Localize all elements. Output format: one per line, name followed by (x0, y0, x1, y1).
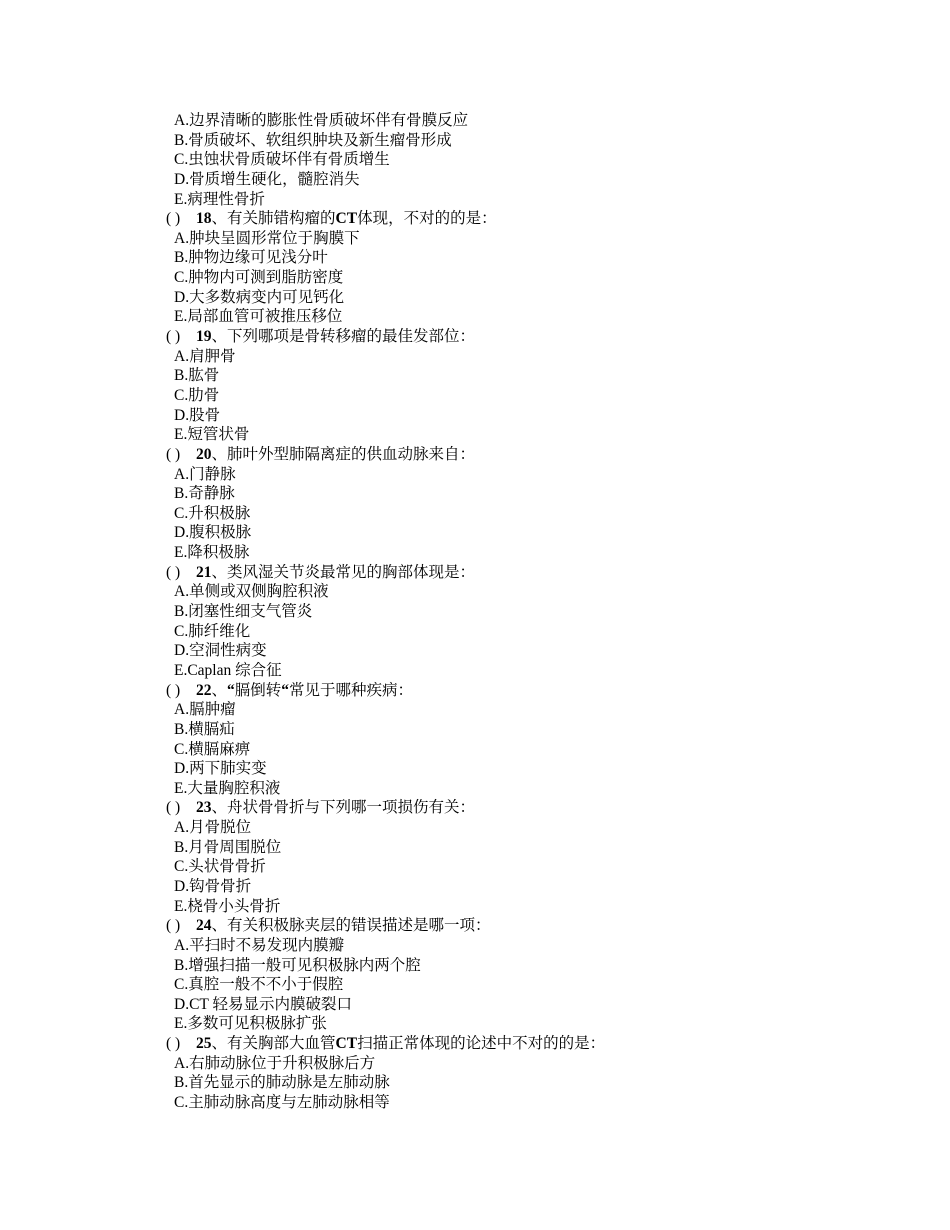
answer-option: A.边界清晰的膨胀性骨质破坏伴有骨膜反应 (174, 112, 469, 129)
answer-option: E.多数可见积极脉扩张 (174, 1015, 327, 1033)
answer-blank: ( ) (166, 563, 181, 581)
answer-option: D.CT 轻易显示内膜破裂口 (174, 995, 352, 1013)
question-stem (166, 681, 886, 701)
answer-blank: ( ) (166, 1035, 181, 1053)
answer-option: C.真腔一般不不小于假腔 (174, 976, 344, 994)
answer-option: C.横膈麻痹 (174, 740, 251, 758)
answer-option: E.病理性骨折 (174, 190, 265, 208)
answer-blank: ( ) (166, 328, 181, 346)
question-text: 、下列哪项是骨转移瘤的最佳发部位： (211, 328, 476, 346)
answer-option: B.肱骨 (174, 367, 220, 385)
question-number: 22 (196, 681, 212, 699)
answer-option: B.闭塞性细支气管炎 (174, 603, 313, 621)
answer-option: D.大多数病变内可见钙化 (174, 288, 345, 306)
answer-blank: ( ) (166, 917, 181, 935)
question-number: 25 (196, 1035, 212, 1053)
question-text: “ (227, 681, 235, 699)
answer-option: E.Caplan 综合征 (174, 661, 282, 679)
question-stem (166, 1034, 886, 1054)
answer-option: B.肿物边缘可见浅分叶 (174, 249, 328, 267)
question-number: 20 (196, 445, 212, 463)
answer-option: A.月骨脱位 (174, 819, 252, 837)
answer-option: D.空洞性病变 (174, 642, 267, 660)
answer-option: B.月骨周围脱位 (174, 838, 282, 856)
answer-option: B.骨质破坏、软组织肿块及新生瘤骨形成 (174, 131, 452, 149)
answer-option: B.奇静脉 (174, 485, 235, 503)
answer-option: A.肩胛骨 (174, 347, 236, 365)
answer-option: E.大量胸腔积液 (174, 779, 281, 797)
question-number: 21 (196, 563, 212, 581)
answer-option: A.右肺动脉位于升积极脉后方 (174, 1054, 376, 1072)
answer-blank: ( ) (166, 799, 181, 817)
answer-option: C.虫蚀状骨质破坏伴有骨质增生 (174, 151, 390, 169)
question-text: 、 (211, 681, 228, 699)
answer-blank: ( ) (166, 445, 181, 463)
answer-option: E.短管状骨 (174, 426, 250, 444)
answer-option: A.肿块呈圆形常位于胸膜下 (174, 229, 360, 247)
question-stem (166, 563, 886, 583)
answer-option: D.钩骨骨折 (174, 877, 252, 895)
answer-option: C.升积极脉 (174, 504, 251, 522)
question-text: CT (335, 210, 358, 228)
question-number: 18 (196, 210, 212, 228)
answer-option: D.股骨 (174, 406, 221, 424)
answer-option: A.平扫时不易发现内膜瓣 (174, 936, 345, 954)
question-text: 体现，不对的的是： (357, 210, 497, 228)
question-text: 扫描正常体现的论述中不对的的是： (357, 1035, 606, 1053)
answer-option: C.主肺动脉高度与左肺动脉相等 (174, 1094, 390, 1112)
answer-option: D.骨质增生硬化，髓腔消失 (174, 170, 360, 188)
answer-option: B.增强扫描一般可见积极脉内两个腔 (174, 956, 421, 974)
question-text: 、类风湿关节炎最常见的胸部体现是： (211, 563, 476, 581)
question-number: 19 (196, 328, 212, 346)
question-text: 、有关积极脉夹层的错误描述是哪一项： (211, 917, 491, 935)
exam-document (166, 111, 886, 1113)
answer-option: D.两下肺实变 (174, 760, 267, 778)
question-text: 常见于哪种疾病： (289, 681, 414, 699)
question-number: 24 (196, 917, 212, 935)
question-text: CT (335, 1035, 358, 1053)
question-stem (166, 327, 886, 347)
question-stem (166, 798, 886, 818)
question-stem (166, 209, 886, 229)
question-stem (166, 916, 886, 936)
question-text: 、舟状骨骨折与下列哪一项损伤有关： (211, 799, 476, 817)
answer-option: C.头状骨骨折 (174, 858, 266, 876)
question-text: 膈倒转 (234, 681, 282, 699)
question-stem (166, 445, 886, 465)
question-text: “ (281, 681, 290, 699)
question-text: 、有关胸部大血管 (211, 1035, 336, 1053)
answer-option: C.肋骨 (174, 386, 220, 404)
question-number: 23 (196, 799, 212, 817)
answer-option: E.桡骨小头骨折 (174, 897, 281, 915)
answer-option: A.膈肿瘤 (174, 701, 236, 719)
answer-option: B.首先显示的肺动脉是左肺动脉 (174, 1074, 390, 1092)
answer-option: C.肿物内可测到脂肪密度 (174, 269, 344, 287)
answer-option: E.局部血管可被推压移位 (174, 308, 343, 326)
answer-option: B.横膈疝 (174, 720, 235, 738)
answer-option: A.单侧或双侧胸腔积液 (174, 583, 329, 601)
answer-option: D.腹积极脉 (174, 524, 252, 542)
question-text: 、肺叶外型肺隔离症的供血动脉来自： (211, 445, 476, 463)
answer-option: A.门静脉 (174, 465, 236, 483)
question-text: 、有关肺错构瘤的 (211, 210, 336, 228)
answer-blank: ( ) (166, 681, 181, 699)
answer-option: C.肺纤维化 (174, 622, 251, 640)
answer-option: E.降积极脉 (174, 544, 250, 562)
answer-blank: ( ) (166, 210, 181, 228)
